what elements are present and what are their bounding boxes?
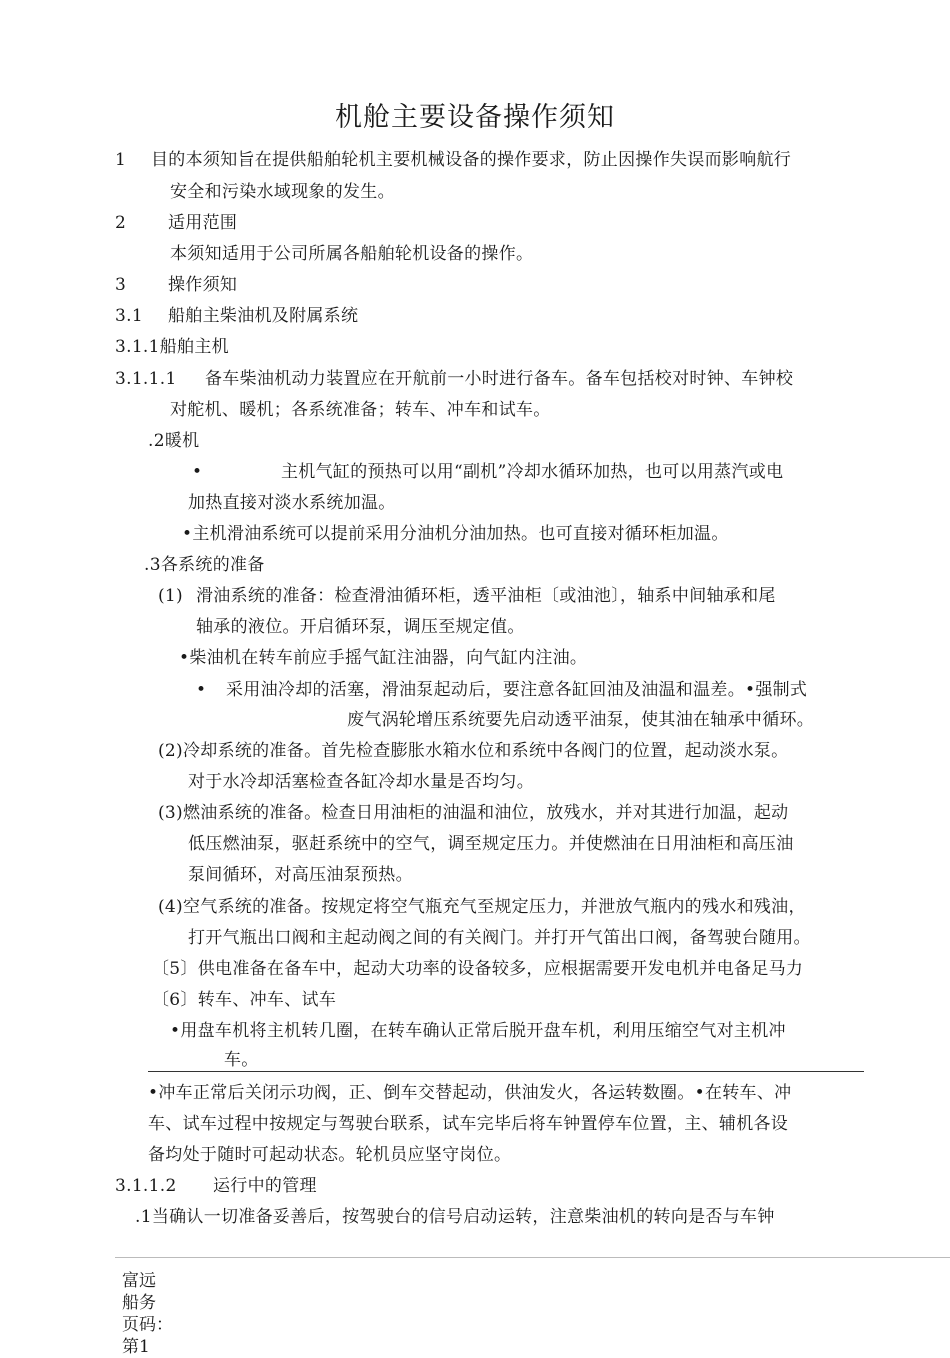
footer-company-2: 船务 [122,1293,156,1313]
warmup-heading: .2暖机 [148,431,200,451]
turning-text-cont: 车。 [224,1050,259,1070]
lube-oil-text-cont: 轴承的液位。开启循环泵，调压至规定值。 [196,617,525,637]
trial-text-cont-2: 备均处于随时可起动状态。轮机员应坚守岗位。 [148,1145,512,1165]
lube-oil-bullet-1: •柴油机在转车前应手摇气缸注油器，向气缸内注油。 [179,648,588,668]
warmup-item-2: •主机滑油系统可以提前采用分油机分油加热。也可直接对循环柜加温。 [182,524,729,544]
bullet: • [192,462,203,482]
item-number-1: (1) [158,586,183,606]
standby-text-cont: 对舵机、暖机；各系统准备；转车、冲车和试车。 [170,400,551,420]
section-number-2: 2 [115,213,127,233]
bullet: • [196,680,207,700]
footer-rule [115,1257,950,1258]
footer-page-number: 第1 [122,1337,150,1357]
trial-text-cont-1: 车、试车过程中按规定与驾驶台联系，试车完毕后将车钟置停车位置，主、辅机各设 [148,1114,789,1134]
turning-text: •用盘车机将主机转几圈，在转车确认正常后脱开盘车机，利用压缩空气对主机冲 [170,1021,786,1041]
lube-oil-text: 滑油系统的准备：检查滑油循环柜，透平油柜〔或油池〕，轴系中间轴承和尾 [196,586,776,606]
lube-oil-bullet-2-cont: 废气涡轮增压系统要先启动透平油泵，使其油在轴承中循环。 [347,710,815,730]
fuel-system-text-cont-2: 泵间循环，对高压油泵预热。 [188,865,413,885]
air-system-text-cont: 打开气瓶出口阀和主起动阀之间的有关阀门。并打开气笛出口阀，备驾驶台随用。 [188,928,811,948]
scope-text: 本须知适用于公司所属各船舶轮机设备的操作。 [170,244,534,264]
running-management-heading: 运行中的管理 [213,1176,317,1196]
main-engine-system-heading: 船舶主柴油机及附属系统 [168,306,359,326]
main-engine-heading: 3.1.1船舶主机 [115,337,229,357]
purpose-text: 目的本须知旨在提供船舶轮机主要机械设备的操作要求，防止因操作失误而影响航行 [151,150,792,170]
air-system-text: (4)空气系统的准备。按规定将空气瓶充气至规定压力，并泄放气瓶内的残水和残油， [158,897,806,917]
scope-heading: 适用范围 [168,213,238,233]
warmup-item-1: 主机气缸的预热可以用“副机”冷却水循环加热，也可以用蒸汽或电 [281,462,784,482]
fuel-system-text-cont-1: 低压燃油泵，驱赶系统中的空气，调至规定压力。并使燃油在日用油柜和高压油 [188,834,794,854]
systems-prep-heading: .3各系统的准备 [144,555,265,575]
page-title: 机舱主要设备操作须知 [335,102,615,133]
turning-heading: 〔6〕转车、冲车、试车 [152,990,337,1010]
horizontal-rule [148,1071,864,1072]
section-number-3-1: 3.1 [115,306,143,326]
section-number-1: 1 [115,150,127,170]
running-text: .1当确认一切准备妥善后，按驾驶台的信号启动运转，注意柴油机的转向是否与车钟 [135,1207,775,1227]
footer-page-label: 页码： [122,1315,173,1335]
footer-company-1: 富远 [122,1271,156,1291]
section-number-3: 3 [115,275,127,295]
cooling-system-text-cont: 对于水冷却活塞检查各缸冷却水量是否均匀。 [188,772,534,792]
trial-text: •冲车正常后关闭示功阀，正、倒车交替起动，供油发火，各运转数圈。•在转车、冲 [148,1083,792,1103]
purpose-text-cont: 安全和污染水域现象的发生。 [170,182,395,202]
section-number-3-1-1-1: 3.1.1.1 [115,369,177,389]
standby-text: 备车柴油机动力装置应在开航前一小时进行备车。备车包括校对时钟、车钟校 [205,369,794,389]
operation-heading: 操作须知 [168,275,238,295]
cooling-system-text: (2)冷却系统的准备。首先检查膨胀水箱水位和系统中各阀门的位置，起动淡水泵。 [158,741,789,761]
section-number-3-1-1-2: 3.1.1.2 [115,1176,177,1196]
warmup-item-1-cont: 加热直接对淡水系统加温。 [188,493,396,513]
fuel-system-text: (3)燃油系统的准备。检查日用油柜的油温和油位，放残水，并对其进行加温，起动 [158,803,789,823]
power-supply-text: 〔5〕供电准备在备车中，起动大功率的设备较多，应根据需要开发电机并电备足马力 [152,959,804,979]
lube-oil-bullet-2: 采用油冷却的活塞，滑油泵起动后，要注意各缸回油及油温和温差。•强制式 [226,680,808,700]
